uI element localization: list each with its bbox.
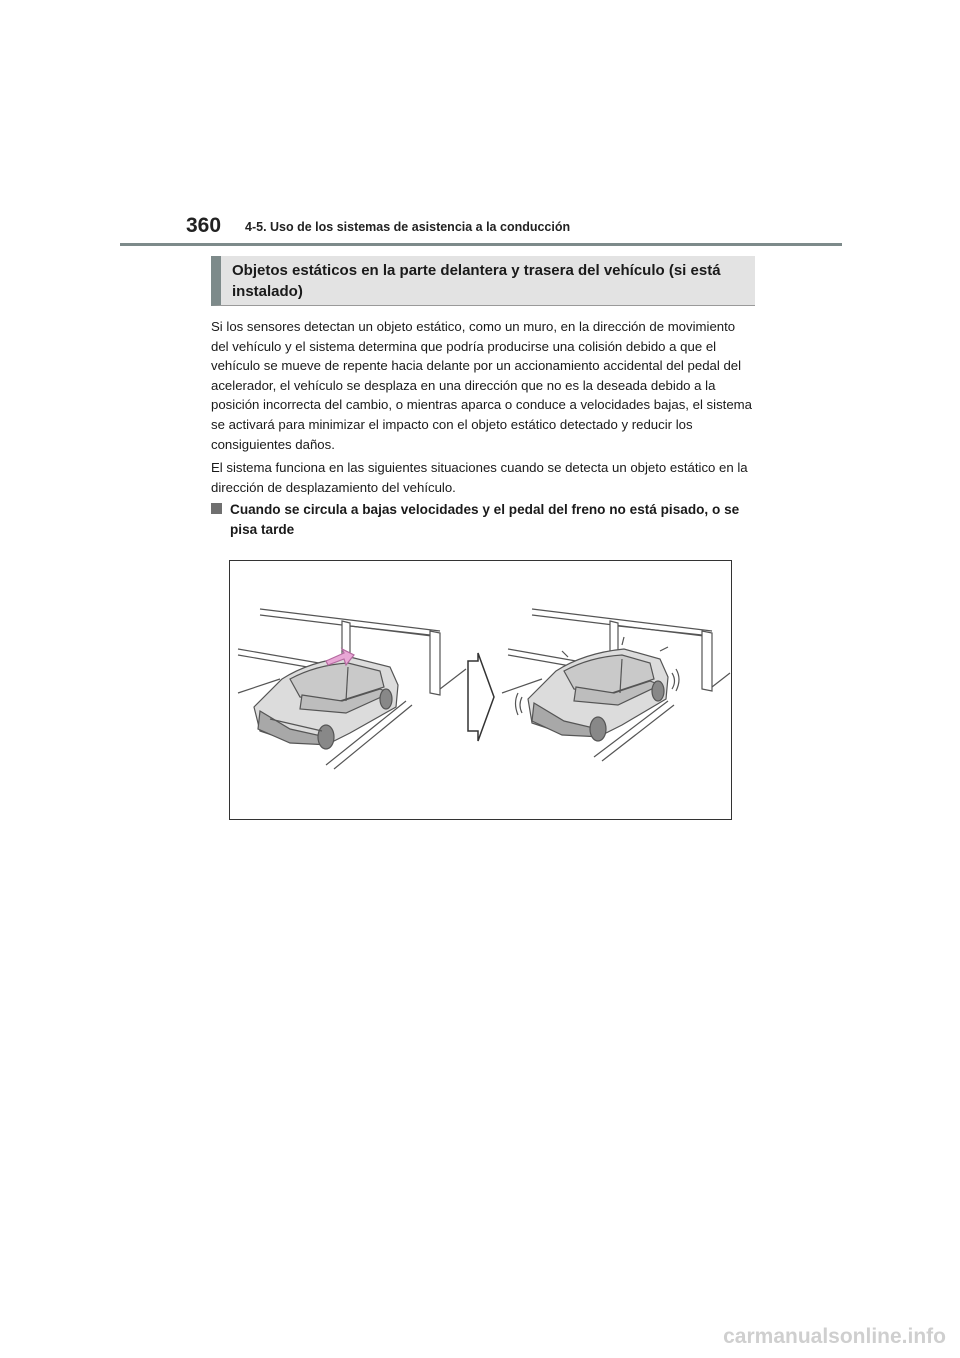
heading-text: Objetos estáticos en la parte delantera y trasera del vehículo (si está instalado) — [232, 262, 721, 300]
transition-arrow-icon — [468, 653, 494, 741]
car-left — [254, 657, 398, 749]
page-number: 360 — [186, 214, 222, 237]
section-title: 4-5. Uso de los sistemas de asistencia a la conducción — [245, 220, 571, 234]
square-bullet-icon — [211, 503, 222, 514]
bullet-text: Cuando se circula a bajas velocidades y el pedal del freno no está pisado, o se pisa tarde — [230, 502, 740, 537]
bullet-item — [211, 500, 756, 540]
heading-box — [211, 256, 755, 306]
header-rule — [120, 243, 842, 246]
paragraph-2: El sistema funciona en las siguientes situaciones cuando se detecta un objeto estático en la dirección de desplazamiento del vehículo. — [211, 460, 748, 495]
car-right — [516, 637, 680, 741]
watermark: carmanualsonline.info — [723, 1325, 946, 1348]
illustration-svg — [230, 561, 733, 821]
illustration-figure — [229, 560, 732, 820]
paragraph-1: Si los sensores detectan un objeto estático, como un muro, en la dirección de movimiento del vehículo y el sistema determina que podría producirse una colisión debido a que el vehículo se mueve de repente hacia delante por un accionamiento accidental del pedal del acelerador, el vehículo se desplaza en una dirección que no es la deseada debido a la posición incorrecta del cambio, o mientras aparca o conduce a velocidades bajas, el sistema se activará para minimizar el impacto con el objeto estático detectado y reducir los consiguientes daños. — [211, 319, 752, 452]
